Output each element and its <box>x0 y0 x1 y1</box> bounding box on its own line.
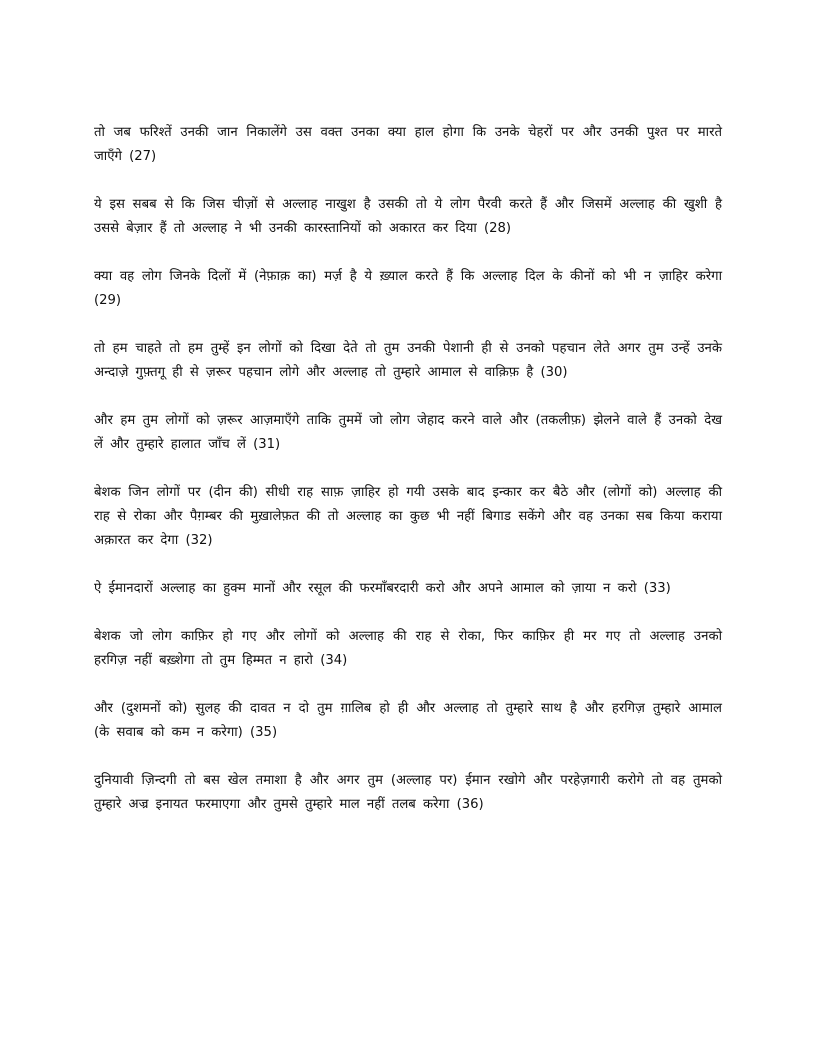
verse-text: क्या वह लोग जिनके दिलों में (नेफ़ाक़ का) मर्ज़ है ये ख़्याल करते हैं कि अल्लाह दिल के कीनों को भी न ज़ाहिर करेगा <box>94 269 722 284</box>
verse-number: (34) <box>320 653 348 668</box>
verse-number: (28) <box>483 221 512 236</box>
verse-31 <box>94 409 722 457</box>
verse-27 <box>94 121 722 169</box>
verse-number: (32) <box>185 533 213 548</box>
verse-number: (29) <box>94 293 122 308</box>
document-page <box>94 121 722 841</box>
verse-29 <box>94 265 722 313</box>
verse-text: तो हम चाहते तो हम तुम्हें इन लोगों को दिखा देते तो तुम उनकी पेशानी ही से उनको पहचान लेते अगर तुम उन्हें उनके अन्दाज़े गुफ़्तगू ही से ज़रूर पहचान लोगे और अल्लाह तो तुम्हारे आमाल से वाक़िफ़ है <box>94 341 722 380</box>
verse-number: (35) <box>250 725 278 740</box>
verse-32 <box>94 481 722 553</box>
verse-text: बेशक जिन लोगों पर (दीन की) सीधी राह साफ़ ज़ाहिर हो गयी उसके बाद इन्कार कर बैठे और (लोगों को) अल्लाह की राह से रोका और पैग़म्बर की मुख़ालेफ़त की तो अल्लाह का कुछ भी नहीं बिगाड सकेंगे और वह उनका सब किया कराया अक़ारत कर देगा <box>94 485 722 548</box>
verse-36 <box>94 769 722 817</box>
verse-number: (36) <box>456 797 484 812</box>
verse-35 <box>94 697 722 745</box>
verse-number: (30) <box>540 365 568 380</box>
verse-text: और हम तुम लोगों को ज़रूर आज़माएँगे ताकि तुममें जो लोग जेहाद करने वाले और (तकलीफ़) झेलने वाले हैं उनको देख लें और तुम्हारे हालात जाँच लें <box>94 413 722 452</box>
verse-text: और (दुशमनों को) सुलह की दावत न दो तुम ग़ालिब हो ही और अल्लाह तो तुम्हारे साथ है और हरगिज़ तुम्हारे आमाल (के सवाब को कम न करेगा) <box>94 701 722 740</box>
verse-text: ऐ ईमानदारों अल्लाह का हुक्म मानों और रसूल की फरमाँबरदारी करो और अपने आमाल को ज़ाया न करो <box>94 581 637 596</box>
verse-number: (33) <box>643 581 671 596</box>
verse-text: बेशक जो लोग काफ़िर हो गए और लोगों को अल्लाह की राह से रोका, फिर काफ़िर ही मर गए तो अल्लाह उनको हरगिज़ नहीं बख़्शेगा तो तुम हिम्मत न हारो <box>94 629 722 668</box>
verse-28 <box>94 193 722 241</box>
verse-text: दुनियावी ज़िन्दगी तो बस खेल तमाशा है और अगर तुम (अल्लाह पर) ईमान रखोगे और परहेज़गारी करोगे तो वह तुमको तुम्हारे अज्र इनायत फरमाएगा और तुमसे तुम्हारे माल नहीं तलब करेगा <box>94 773 722 812</box>
verse-number: (31) <box>253 437 281 452</box>
verse-34 <box>94 625 722 673</box>
verse-30 <box>94 337 722 385</box>
verse-number: (27) <box>129 149 157 164</box>
verse-text: तो जब फरिश्तें उनकी जान निकालेंगे उस वक्त उनका क्या हाल होगा कि उनके चेहरों पर और उनकी पुश्त पर मारते जाएँगे <box>94 125 722 164</box>
verse-text: ये इस सबब से कि जिस चीज़ों से अल्लाह नाखुश है उसकी तो ये लोग पैरवी करते हैं और जिसमें अल्लाह की खुशी है उससे बेज़ार हैं तो अल्लाह ने भी उनकी कारस्तानियों को अकारत कर दिया <box>94 197 722 236</box>
verse-33 <box>94 577 722 601</box>
